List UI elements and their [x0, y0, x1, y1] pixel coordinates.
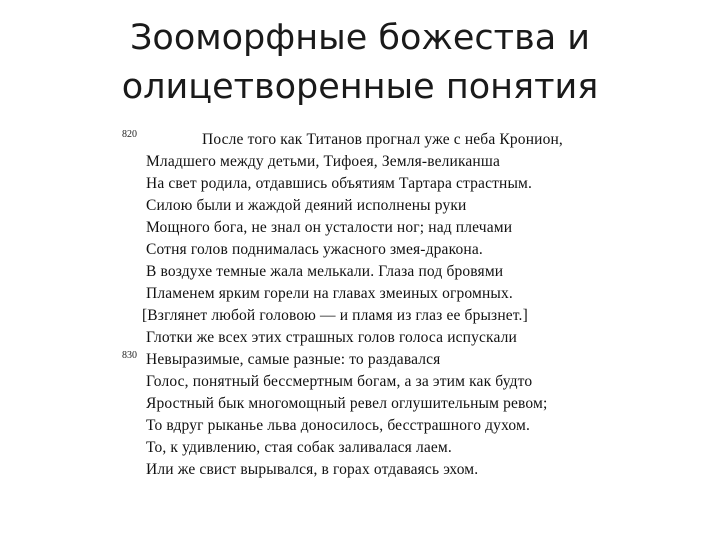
line-number-820: 820: [122, 129, 137, 140]
poem-line: То, к удивлению, стая собак заливалася лаем.: [146, 439, 452, 456]
poem-line: Яростный бык многомощный ревел оглушительным ревом;: [146, 395, 548, 412]
slide-title: [0, 14, 720, 112]
line-number-830: 830: [122, 350, 137, 361]
poem-line: Или же свист вырывался, в горах отдаваясь эхом.: [146, 461, 479, 478]
poem-line: На свет родила, отдавшись объятиям Тартара страстным.: [146, 175, 533, 192]
title-line-2: олицетворенные понятия: [121, 67, 599, 107]
poem-line: [Взглянет любой головою — и пламя из глаз ее брызнет.]: [142, 307, 528, 324]
poem-line: Младшего между детьми, Тифоея, Земля-великанша: [146, 153, 500, 170]
poem-line: В воздухе темные жала мелькали. Глаза под бровями: [146, 263, 504, 280]
poem-line: Сотня голов поднималась ужасного змея-дракона.: [146, 241, 483, 258]
poem-line: То вдруг рыканье льва доносилось, бесстрашного духом.: [146, 417, 530, 434]
title-line-1: Зооморфные божества и: [129, 18, 591, 58]
poem-line: Глотки же всех этих страшных голов голоса испускали: [146, 329, 517, 346]
poem-line: Пламенем ярким горели на главах змеиных огромных.: [146, 285, 513, 302]
poem-line: После того как Титанов прогнал уже с неба Кронион,: [202, 131, 563, 148]
poem-line: Невыразимые, самые разные: то раздавался: [146, 351, 441, 368]
poem-line: Мощного бога, не знал он усталости ног; над плечами: [146, 219, 513, 236]
poem-line: Голос, понятный бессмертным богам, а за этим как будто: [146, 373, 533, 390]
poem-excerpt: [120, 128, 600, 488]
poem-line: Силою были и жаждой деяний исполнены руки: [146, 197, 467, 214]
